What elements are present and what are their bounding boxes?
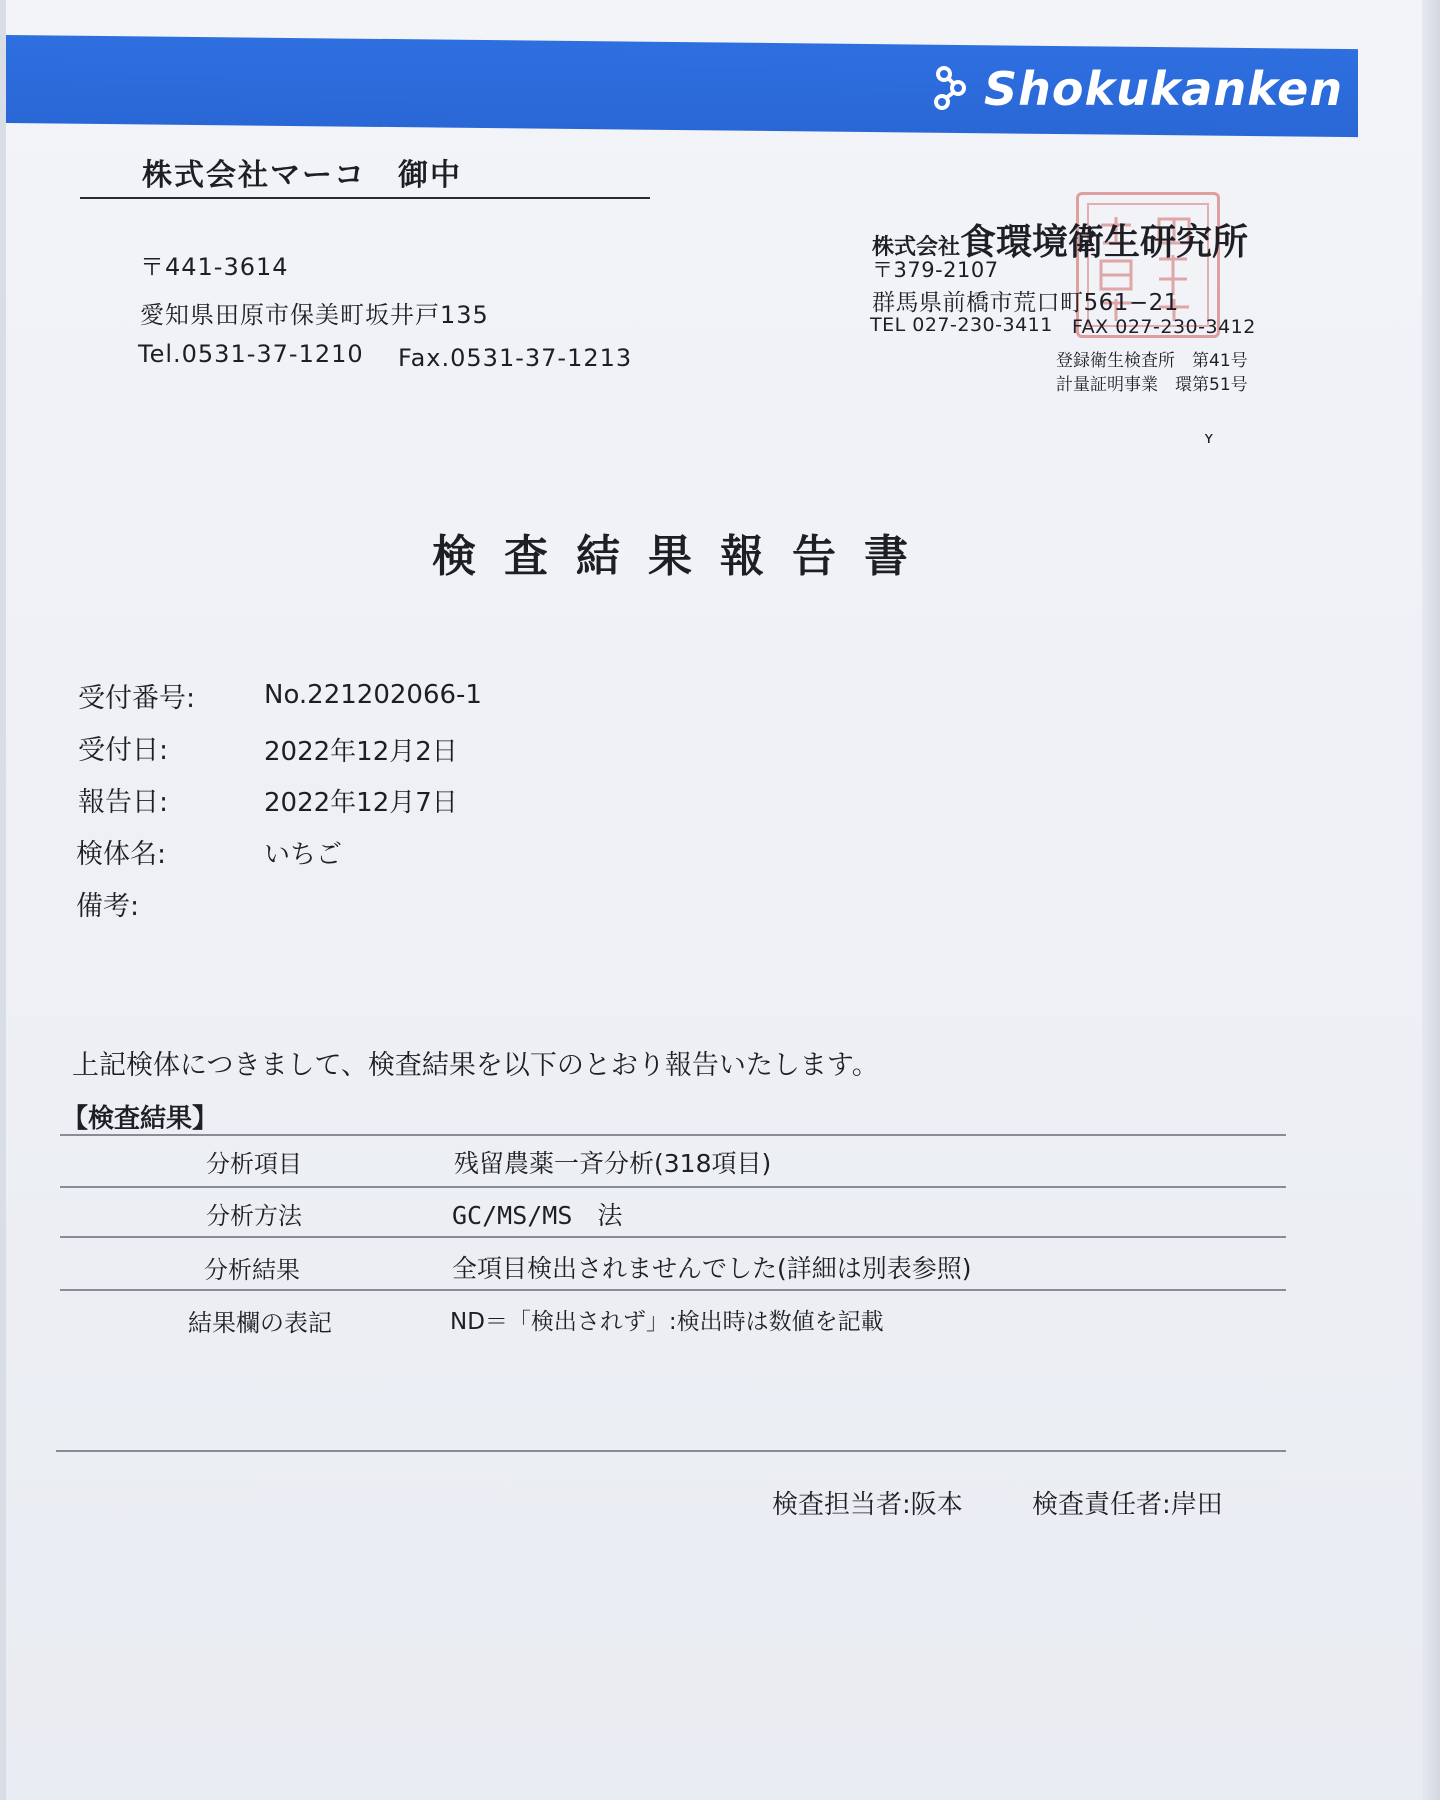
result-row-value: GC/MS/MS 法	[452, 1201, 623, 1230]
reception-no-label: 受付番号:	[78, 683, 196, 714]
addressee-name: 株式会社マーコ 御中	[142, 158, 462, 193]
inspector-signature: 検査担当者:阪本	[772, 1490, 963, 1520]
results-rule	[60, 1289, 1286, 1291]
report-date-value: 2022年12月7日	[264, 788, 458, 818]
lab-registration-1: 登録衛生検査所 第41号	[1056, 351, 1248, 371]
results-rule-top	[60, 1134, 1286, 1136]
result-row-value: 残留農薬一斉分析(318項目)	[454, 1149, 772, 1178]
results-heading: 【検査結果】	[62, 1104, 219, 1134]
logo-text: Shokukanken	[984, 62, 1344, 116]
reception-date-label: 受付日:	[78, 735, 169, 766]
results-rule	[60, 1236, 1286, 1238]
client-address: 愛知県田原市保美町坂井戸135	[140, 301, 489, 329]
intro-text: 上記検体につきまして、検査結果を以下のとおり報告いたします。	[72, 1050, 879, 1081]
sample-name-value: いちご	[264, 840, 343, 870]
handwritten-mark: ʏ	[1204, 428, 1214, 447]
client-postal: 〒441-3614	[140, 253, 289, 281]
responsible-signature: 検査責任者:岸田	[1032, 1490, 1223, 1520]
company-logo	[930, 58, 1343, 120]
page-title: 検査結果報告書	[432, 531, 936, 582]
client-fax: Fax.0531-37-1213	[398, 344, 633, 372]
lab-postal: 〒379-2107	[872, 258, 999, 282]
result-row-value: 全項目検出されませんでした(詳細は別表参照)	[452, 1254, 972, 1283]
result-row-label: 結果欄の表記	[188, 1309, 332, 1337]
result-row-label: 分析方法	[206, 1202, 302, 1230]
lab-tel: TEL 027-230-3411	[870, 314, 1053, 336]
client-tel: Tel.0531-37-1210	[138, 340, 364, 368]
addressee-underline	[80, 197, 650, 199]
logo-mark-icon	[930, 64, 976, 114]
result-row-value: ND＝「検出されず」:検出時は数値を記載	[450, 1309, 884, 1335]
reception-date-value: 2022年12月2日	[264, 737, 458, 767]
sample-name-label: 検体名:	[76, 839, 167, 870]
lab-registration-2: 計量証明事業 環第51号	[1056, 375, 1248, 395]
reception-no-value: No.221202066-1	[264, 680, 482, 710]
result-row-label: 分析結果	[204, 1256, 300, 1284]
remarks-label: 備考:	[76, 891, 140, 922]
result-row-label: 分析項目	[206, 1150, 302, 1178]
results-rule	[60, 1186, 1286, 1188]
lab-fax: FAX 027-230-3412	[1072, 316, 1256, 338]
lab-name-prefix: 株式会社	[872, 235, 961, 260]
report-date-label: 報告日:	[78, 787, 169, 818]
lab-address: 群馬県前橋市荒口町561−21	[872, 290, 1179, 316]
results-rule-bottom	[56, 1450, 1286, 1452]
lab-name-main: 食環境衛生研究所	[960, 222, 1249, 263]
page-edge	[1422, 0, 1440, 1800]
